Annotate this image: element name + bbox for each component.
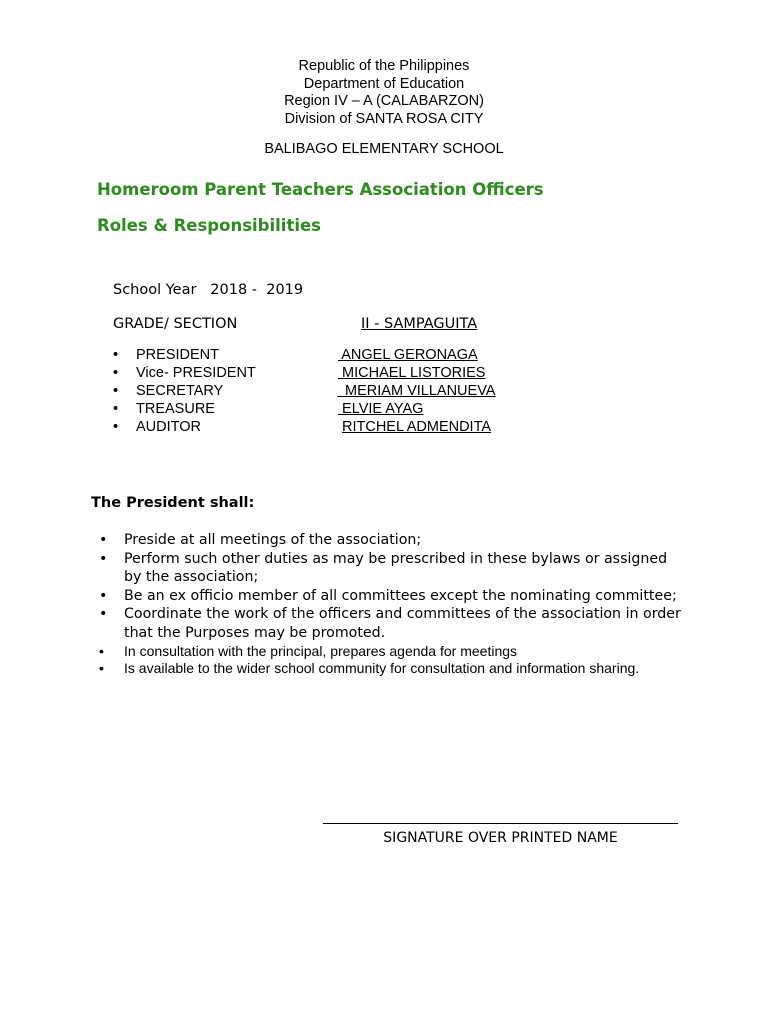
bullet-icon: • (113, 419, 119, 435)
officer-row-treasurer (113, 400, 673, 418)
bullet-icon: • (113, 347, 119, 363)
document-subtitle: Roles & Responsibilities (97, 216, 322, 235)
officer-row-auditor (113, 418, 673, 436)
header-region: Region IV – A (CALABARZON) (284, 93, 484, 110)
bullet-icon: • (113, 365, 119, 381)
header-republic: Republic of the Philippines (298, 58, 470, 74)
president-duties-heading: The President shall: (91, 495, 255, 511)
bullet-icon: • (99, 532, 108, 548)
officer-row-vice-president (113, 364, 673, 382)
duty-text: Be an ex officio member of all committees except the nominating committee; (124, 587, 677, 604)
signature-line (323, 823, 678, 824)
duty-item (99, 587, 689, 606)
officer-row-president (113, 346, 673, 364)
officer-name: MICHAEL LISTORIES (338, 365, 486, 381)
officer-name: ANGEL GERONAGA (338, 347, 478, 363)
officer-role: Vice- PRESIDENT (136, 365, 256, 381)
officer-row-secretary (113, 382, 673, 400)
bullet-icon: • (99, 587, 108, 604)
officer-role: PRESIDENT (136, 347, 219, 363)
duty-text: Coordinate the work of the officers and committees of the association in order that the Purposes may be promoted. (124, 606, 681, 641)
officers-list (113, 346, 673, 436)
duty-text: In consultation with the principal, prepares agenda for meetings (124, 642, 518, 659)
grade-section-label: GRADE/ SECTION (113, 316, 238, 332)
header-department: Department of Education (303, 75, 465, 92)
duty-item (99, 531, 689, 550)
document-title: Homeroom Parent Teachers Association Officers (97, 180, 544, 199)
duty-item (99, 550, 689, 587)
header-division: Division of SANTA ROSA CITY (284, 111, 484, 128)
officer-role: TREASURE (136, 401, 215, 417)
grade-section-value: II - SAMPAGUITA (361, 316, 478, 332)
officer-name: RITCHEL ADMENDITA (342, 419, 492, 435)
school-year: School Year 2018 - 2019 (113, 282, 304, 298)
signature-label: SIGNATURE OVER PRINTED NAME (383, 830, 618, 846)
bullet-icon: • (99, 550, 108, 567)
document-header (0, 58, 768, 129)
duty-text: Preside at all meetings of the association; (124, 532, 422, 548)
duty-item (99, 660, 689, 678)
officer-role: SECRETARY (136, 383, 224, 399)
officer-name: ELVIE AYAG (338, 401, 424, 417)
president-duties-list (99, 531, 689, 678)
officer-name: MERIAM VILLANUEVA (337, 383, 496, 399)
bullet-icon: • (99, 660, 104, 677)
duty-item (99, 605, 689, 642)
bullet-icon: • (113, 383, 119, 399)
bullet-icon: • (113, 401, 119, 417)
officer-role: AUDITOR (136, 419, 201, 435)
duty-item (99, 643, 689, 661)
school-name: BALIBAGO ELEMENTARY SCHOOL (264, 141, 504, 157)
bullet-icon: • (99, 642, 104, 659)
duty-text: Perform such other duties as may be prescribed in these bylaws or assigned by the association; (124, 550, 668, 586)
bullet-icon: • (99, 606, 108, 623)
duty-text: Is available to the wider school community for consultation and information sharing. (124, 660, 640, 677)
